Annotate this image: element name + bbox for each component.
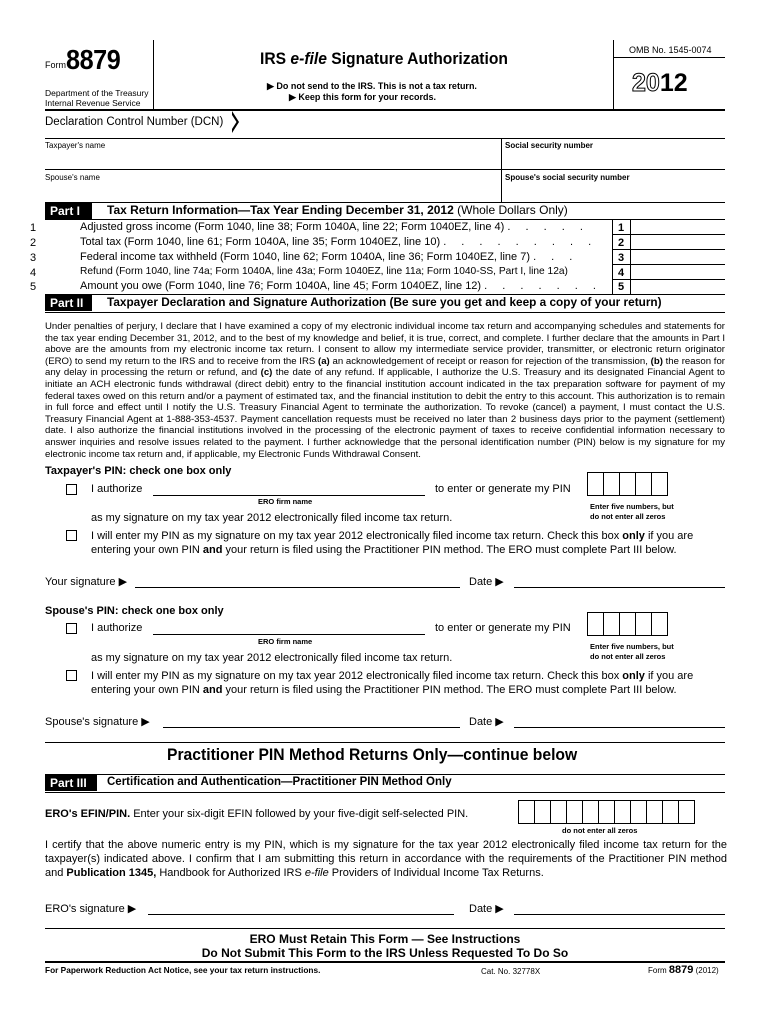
taxpayer-authorize-checkbox[interactable] [66, 484, 77, 495]
part-2-title: Taxpayer Declaration and Signature Authorization (Be sure you get and keep a copy of your return) [107, 295, 662, 309]
line-number: 3 [29, 252, 37, 264]
spouse-authorize-checkbox[interactable] [66, 623, 77, 634]
spouse-date-field[interactable] [514, 727, 725, 728]
footer-top-rule [45, 961, 725, 963]
dcn-arrow-icon [232, 111, 240, 133]
efin-pin-boxes[interactable] [519, 800, 695, 824]
ssn-label: Social security number [505, 141, 594, 150]
line-box-number: 3 [617, 252, 625, 264]
line-number: 4 [29, 267, 37, 279]
part-2-title-rule [45, 312, 725, 313]
ero-signature-field[interactable] [148, 914, 454, 915]
taxpayer-self-pin-checkbox[interactable] [66, 530, 77, 541]
part-3-top-rule [45, 774, 725, 775]
efin-no-zeros-note: do not enter all zeros [562, 826, 638, 835]
spouse-pin-heading: Spouse's PIN: check one box only [45, 605, 224, 617]
omb-number: OMB No. 1545-0074 [629, 45, 712, 55]
efin-digit-box[interactable] [566, 800, 583, 824]
perjury-declaration: Under penalties of perjury, I declare that I have examined a copy of my electronic individual income tax return and accompanying schedules and statements for the tax year ending December 31, 2012, and to the best of my knowledge and belief, it is true, correct, and complete. I further declare that the amounts in Part I above are the amounts from my electronic income tax return. I consent to allow my intermediate service provider, transmitter, or electronic return originator (ERO) to send my return to the IRS and to receive from the IRS (a) an acknowledgement of receipt or reason for rejection of the transmission, (b) the reason for any delay in processing the return or refund, and (c) the date of any refund. If applicable, I authorize the U.S. Treasury and its designated Financial Agent to initiate an ACH electronic funds withdrawal (direct debit) entry to the financial institution account indicated in the tax preparation software for payment of my federal taxes owed on this return and/or a payment of estimated tax, and the financial institution to debit the entry to this account. This authorization is to remain in full force and effect until I notify the U.S. Treasury Financial Agent to terminate the authorization. To revoke (cancel) a payment, I must contact the U.S. Treasury Financial Agent at 1-888-353-4537. Payment cancellation requests must be received no later than 2 business days prior to the payment (settlement) date. I also authorize the financial institutions involved in the processing of the electronic payment of taxes to receive confidential information necessary to answer inquiries and resolve issues related to the payment. I further acknowledge that the personal identification number (PIN) below is my signature for my electronic income tax return and, if applicable, my Electronic Funds Withdrawal Consent. [45, 321, 726, 460]
efin-digit-box[interactable] [646, 800, 663, 824]
efin-pin-label: ERO's EFIN/PIN. Enter your six-digit EFIN followed by your five-digit self-selected PIN. [45, 808, 469, 820]
omb-divider [613, 57, 725, 58]
date-label: Date ▶ [469, 716, 504, 728]
taxpayer-pin-heading: Taxpayer's PIN: check one box only [45, 465, 232, 477]
spouse-signature-label: Spouse's signature ▶ [45, 716, 150, 728]
efin-digit-box[interactable] [534, 800, 551, 824]
part-3-label: Part III [45, 775, 97, 791]
retain-top-rule [45, 928, 725, 929]
line-rule-4 [612, 279, 725, 280]
to-enter-text: to enter or generate my PIN [435, 483, 571, 495]
pin-digit-box[interactable] [603, 612, 620, 636]
your-signature-field[interactable] [135, 587, 460, 588]
pin-digit-box[interactable] [587, 612, 604, 636]
line-box-number: 1 [617, 222, 625, 234]
self-pin-statement: I will enter my PIN as my signature on my tax year 2012 electronically filed income tax return. Check this box only if you are entering your own PIN and your return is filed using the Practitioner PIN method. The ERO must complete Part III below. [91, 670, 694, 696]
retain-notice-line-1: ERO Must Retain This Form — See Instructions [249, 932, 521, 946]
to-enter-text: to enter or generate my PIN [435, 622, 571, 634]
line-text: Refund (Form 1040, line 74a; Form 1040A, line 43a; Form 1040EZ, line 11a; Form 1040-SS, Part I, line 12a) [80, 266, 568, 277]
form-title: IRS e-file Signature Authorization [260, 49, 508, 68]
ero-signature-label: ERO's signature ▶ [45, 903, 137, 915]
as-my-signature-text: as my signature on my tax year 2012 electronically filed income tax return. [91, 652, 453, 664]
efin-digit-box[interactable] [630, 800, 647, 824]
ero-firm-name-label: ERO firm name [258, 637, 313, 646]
line-rule-1 [612, 234, 725, 235]
efin-digit-box[interactable] [614, 800, 631, 824]
line-text: Total tax (Form 1040, line 61; Form 1040A, line 35; Form 1040EZ, line 10) . . . . . . . . . [80, 236, 598, 248]
dcn-rule [45, 138, 725, 139]
department-line-2: Internal Revenue Service [45, 98, 141, 108]
paperwork-notice: For Paperwork Reduction Act Notice, see your tax return instructions. [45, 965, 321, 975]
enter-five-numbers-note: Enter five numbers, but [590, 502, 674, 511]
name-rule [45, 169, 725, 170]
spouse-signature-field[interactable] [163, 727, 460, 728]
taxpayer-ero-firm-field[interactable] [153, 495, 425, 496]
spouse-self-pin-checkbox[interactable] [66, 670, 77, 681]
dcn-label: Declaration Control Number (DCN) [45, 116, 224, 128]
pin-digit-box[interactable] [651, 612, 668, 636]
part-2-label: Part II [45, 295, 92, 311]
pin-digit-box[interactable] [635, 612, 652, 636]
line-text: Amount you owe (Form 1040, line 76; Form 1040A, line 45; Form 1040EZ, line 12) . . . . . . . [80, 280, 602, 292]
line-box-number: 2 [617, 237, 625, 249]
part-3-title: Certification and Authentication—Practitioner PIN Method Only [107, 776, 452, 788]
retain-notice-line-2: Do Not Submit This Form to the IRS Unless Requested To Do So [201, 946, 569, 960]
i-authorize-text: I authorize [91, 483, 143, 495]
spouse-ero-firm-field[interactable] [153, 634, 425, 635]
pin-digit-box[interactable] [651, 472, 668, 496]
spouse-pin-boxes[interactable] [588, 612, 668, 636]
date-label: Date ▶ [469, 903, 504, 915]
no-zeros-note: do not enter all zeros [590, 512, 666, 521]
line-number: 2 [29, 237, 37, 249]
department-line-1: Department of the Treasury [45, 88, 149, 98]
line-number: 1 [29, 222, 37, 234]
name-divider-1 [501, 138, 502, 169]
as-my-signature-text: as my signature on my tax year 2012 electronically filed income tax return. [91, 512, 453, 524]
line-box-number: 4 [617, 267, 625, 279]
ero-certification: I certify that the above numeric entry is my PIN, which is my signature for the tax year 2012 electronically filed income tax return for the taxpayer(s) indicated above. I confirm that I am submitting this return in accordance with the requirements of the Practitioner PIN method and Publication 1345, Handbook for Authorized IRS e-file Providers of Individual Income Tax Returns. [45, 839, 727, 879]
part-1-label: Part I [45, 203, 92, 219]
spouse-name-label: Spouse's name [45, 173, 100, 182]
part-3-title-rule [45, 792, 725, 793]
pin-digit-box[interactable] [603, 472, 620, 496]
ero-firm-name-label: ERO firm name [258, 497, 313, 506]
name-divider-2 [501, 169, 502, 202]
no-zeros-note: do not enter all zeros [590, 652, 666, 661]
footer-form-id: Form 8879 (2012) [648, 964, 719, 976]
pin-digit-box[interactable] [619, 612, 636, 636]
line-number: 5 [29, 281, 37, 293]
notice-keep: ▶ Keep this form for your records. [289, 92, 436, 102]
header-divider-right [613, 40, 614, 109]
form-number: 8879 [66, 44, 121, 75]
notice-not-send: ▶ Do not send to the IRS. This is not a tax return. [267, 81, 477, 91]
part-1-box-right [630, 219, 631, 294]
efin-digit-box[interactable] [662, 800, 679, 824]
line-text: Adjusted gross income (Form 1040, line 38; Form 1040A, line 22; Form 1040EZ, line 4) . . . . . [80, 221, 589, 233]
practitioner-heading: Practitioner PIN Method Returns Only—continue below [167, 746, 578, 764]
efin-digit-box[interactable] [678, 800, 695, 824]
header-divider-left [153, 40, 154, 109]
efin-digit-box[interactable] [518, 800, 535, 824]
self-pin-statement: I will enter my PIN as my signature on my tax year 2012 electronically filed income tax return. Check this box only if you are entering your own PIN and your return is filed using the Practitioner PIN method. The ERO must complete Part III below. [91, 530, 694, 556]
part-1-title-rule [45, 219, 725, 220]
tax-year: 2012 [632, 69, 688, 97]
header-bottom-rule [45, 109, 725, 111]
pin-digit-box[interactable] [587, 472, 604, 496]
your-date-field[interactable] [514, 587, 725, 588]
i-authorize-text: I authorize [91, 622, 143, 634]
your-signature-label: Your signature ▶ [45, 576, 128, 588]
line-rule-2 [612, 249, 725, 250]
taxpayer-name-label: Taxpayer's name [45, 141, 106, 150]
pin-digit-box[interactable] [619, 472, 636, 496]
pin-digit-box[interactable] [635, 472, 652, 496]
catalog-number: Cat. No. 32778X [481, 967, 541, 976]
efin-digit-box[interactable] [550, 800, 567, 824]
line-box-number: 5 [617, 281, 625, 293]
ero-date-field[interactable] [514, 914, 725, 915]
efin-digit-box[interactable] [598, 800, 615, 824]
line-text: Federal income tax withheld (Form 1040, line 62; Form 1040A, line 36; Form 1040EZ, line 7) . . . [80, 251, 579, 263]
line-rule-3 [612, 264, 725, 265]
spouse-ssn-label: Spouse's social security number [505, 173, 630, 182]
practitioner-top-rule [45, 742, 725, 743]
efin-digit-box[interactable] [582, 800, 599, 824]
form-label: Form [45, 60, 66, 70]
taxpayer-pin-boxes[interactable] [588, 472, 668, 496]
enter-five-numbers-note: Enter five numbers, but [590, 642, 674, 651]
date-label: Date ▶ [469, 576, 504, 588]
part-1-title: Tax Return Information—Tax Year Ending December 31, 2012 (Whole Dollars Only) [107, 203, 568, 217]
